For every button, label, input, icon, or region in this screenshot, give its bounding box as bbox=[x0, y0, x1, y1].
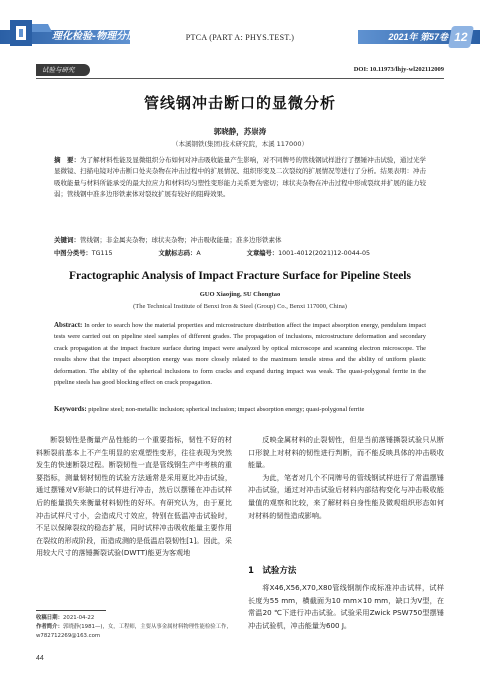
keywords-cn-label: 关键词： bbox=[54, 236, 80, 244]
keywords-en-label: Keywords: bbox=[54, 405, 87, 413]
header-rule bbox=[36, 78, 444, 79]
keywords-en-text: pipeline steel; non-metallic inclusion; spherical inclusion; impact absorption energy; quasi-polygonal ferrite bbox=[88, 406, 365, 413]
affiliation-cn: （本溪钢铁(集团)技术研究院，本溪 117000） bbox=[172, 140, 308, 148]
doc-code: 文献标志码：A bbox=[158, 250, 201, 257]
keywords-cn-text: 管线钢；非金属夹杂物；球状夹杂物；冲击吸收能量；准多边形铁素体 bbox=[80, 236, 282, 244]
author-bio: 作者简介：郭晓静(1981—)，女，工程师，主要从事金属材料物理性能检验工作，w782712269@163.com bbox=[36, 624, 232, 639]
journal-name-cn: 理化检验-物理分册 bbox=[52, 31, 137, 42]
section-heading: 1 试验方法 bbox=[248, 566, 297, 576]
body-paragraph: 为此，笔者对几个不同牌号的管线钢试样进行了常温摆锤冲击试验，通过对冲击试验后材料内部结构变化与冲击吸收能量值的观察和比较，来了解材料自身性能及微观组织形态如何对材料的韧性造成影响。 bbox=[248, 472, 444, 520]
received-date: 收稿日期：2021-04-22 bbox=[36, 615, 95, 621]
keywords-cn bbox=[54, 235, 426, 246]
page-number: 44 bbox=[36, 655, 44, 662]
body-paragraph: 断裂韧性是衡量产品性能的一个重要指标，韧性不好的材料断裂前基本上不产生明显的宏观塑性变形，往往表现为突然发生的快速断裂过程。断裂韧性一直是管线钢生产中考核的重要指标，测量韧材韧性的试验方法通常是采用夏比冲击试验，通过摆锤对V形缺口的试样进行冲击，然后以摆锤在冲击试样后的能量损失来衡量材料韧性的好坏。有研究认为，由于夏比冲击试样尺寸小，会造成尺寸效应，特别在低温冲击试验时，不足以保障裂纹的稳态扩展，同时试样冲击吸收能量主要作用在裂纹的形成阶段，而造成测的是低温启裂韧性[1]。因此，采用较大尺寸的落锤撕裂试验(DWTT)能更为客观地 bbox=[36, 435, 232, 558]
abstract-cn-label: 摘 要： bbox=[54, 156, 81, 164]
clc-code: 中图分类号：TG115 bbox=[54, 250, 113, 257]
section-body bbox=[248, 582, 444, 632]
keywords-en bbox=[54, 404, 426, 415]
authors-cn: 郭晓静，苏崇涛 bbox=[213, 127, 267, 136]
body-left-column bbox=[36, 434, 232, 560]
authors-en: GUO Xiaojing, SU Chongtao bbox=[199, 291, 281, 298]
journal-name-en: PTCA (PART A: PHYS.TEST.) bbox=[185, 33, 295, 42]
title-en: Fractographic Analysis of Impact Fracture Surface for Pipeline Steels bbox=[69, 270, 411, 282]
body-paragraph: 将X46,X56,X70,X80管线钢制作成标准冲击试样，试样长度为55 mm，横截面为10 mm×10 mm，缺口为V型，在常温20 ℃下进行冲击试验。试验采用Zwick PSW750型摆锤冲击试验机，冲击能量为600 J。 bbox=[248, 583, 444, 630]
abstract-cn-text: 为了解材料性能及显微组织分布如何对冲击吸收能量产生影响，对不同牌号的管线钢试样进行了摆锤冲击试验，通过光学显微镜、扫描电镜对冲击断口处夹杂物在冲击过程中的扩展情况、组织形变及二次裂纹的扩展情况等进行了分析。结果表明：冲击吸收能量与材料所能承受的最大拉应力和材料均匀塑性变形能力关系更为密切；球状夹杂物在冲击过程中形成裂纹并扩展的能力较弱；管线钢中准多边形铁素体对裂纹扩展有较好的阻碍效果。 bbox=[54, 156, 427, 199]
abstract-en-label: Abstract: bbox=[54, 321, 83, 329]
doi[interactable]: DOI: 10.11973/lhjy-wl202112009 bbox=[353, 66, 444, 73]
section-tag: 试验与研究 bbox=[36, 64, 90, 76]
issue-info: 2021年 第57卷 bbox=[388, 32, 448, 42]
page-header bbox=[0, 0, 480, 62]
abstract-en-text: In order to search how the material properties and microstructure distribution affect the impact absorption energy, pendulum impact tests were carried out on pipeline steel samples of different grades. The propagation of inclusions, microstructure deformation and secondary crack propagation at the impact fracture surface during impact were analyzed by optical microscope and scanning electron microscope. The results show that the impact absorption energy was more closely related to the maximum tensile stress and the ability of uniform plastic deformation. The ability of the spherical inclusions to form cracks and expand during impact was weak. The quasi-polygonal ferrite in the pipeline steels has good blocking effect on crack propagation. bbox=[54, 322, 426, 387]
title-cn: 管线钢冲击断口的显微分析 bbox=[143, 94, 336, 112]
affiliation-en: (The Technical Institute of Benxi Iron & Steel (Group) Co., Benxi 117000, China) bbox=[133, 303, 347, 310]
footnote bbox=[36, 614, 232, 641]
footnote-rule bbox=[36, 610, 106, 611]
month-badge: 12 bbox=[448, 26, 474, 48]
article-number: 文章编号：1001-4012(2021)12-0044-05 bbox=[246, 250, 370, 257]
abstract-en bbox=[54, 320, 426, 388]
body-paragraph: 反映金属材料的止裂韧性，但是当前落锤撕裂试验只从断口形貌上对材料的韧性进行判断，而不能反映具体的冲击吸收能量。 bbox=[248, 435, 444, 470]
abstract-cn bbox=[54, 155, 426, 201]
classification-row bbox=[54, 248, 426, 257]
body-right-column bbox=[248, 434, 444, 522]
